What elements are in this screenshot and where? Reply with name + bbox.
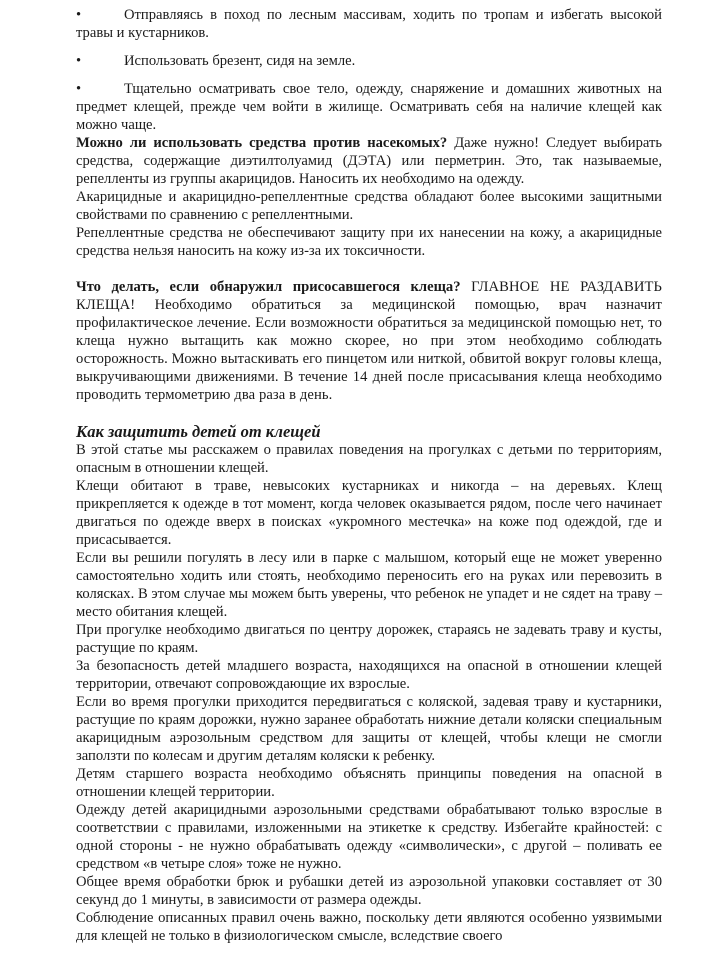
found-tick-answer: ГЛАВНОЕ НЕ РАЗДАВИТЬ КЛЕЩА! Необходимо обратиться за медицинской помощью, врач назначит профилактическое лечение. Если возможности обратиться за медицинской помощью нет, то клеща нужно вытащить как можно скорее, но при этом необходимо соблюдать осторожность. Можно вытаскивать его пинцетом или ниткой, обвитой вокруг головы клеща, выкручивающими движениями. В течение 14 дней после присасывания клеща необходимо проводить термометрию два раза в день. <box>76 279 662 403</box>
section-paragraph: Если во время прогулки приходится передвигаться с коляской, задевая траву и кустарники, растущие по краям дорожки, нужно заранее обработать нижние детали коляски специальным акарицидным аэрозольным средством для защиты от клещей, чтобы клещи не смогли заползти по колесам и другим деталям коляски к ребенку. <box>76 694 662 764</box>
found-tick-paragraph <box>76 278 662 404</box>
section-paragraph: Детям старшего возраста необходимо объяснять принципы поведения на опасной в отношении клещей территории. <box>76 766 662 800</box>
bullet-text: Тщательно осматривать свое тело, одежду, снаряжение и домашних животных на предмет клещей, прежде чем войти в жилище. Осматривать себя на наличие клещей как можно чаще. <box>76 81 662 133</box>
bullet-text: Использовать брезент, сидя на земле. <box>124 53 356 69</box>
repellent-paragraph-2: Акарицидные и акарицидно-репеллентные средства обладают более высокими защитными свойствами по сравнению с репеллентными. <box>76 189 662 223</box>
bullet-item <box>76 80 662 134</box>
bullet-text: Отправляясь в поход по лесным массивам, ходить по тропам и избегать высокой травы и кустарников. <box>76 7 662 41</box>
section-paragraph: Клещи обитают в траве, невысоких кустарниках и никогда – на деревьях. Клещ прикрепляется к одежде в тот момент, когда человек оказывается рядом, после чего начинает двигаться по одежде вверх в поисках «укромного местечка» на коже под одеждой, где и присасывается. <box>76 478 662 548</box>
found-tick-question: Что делать, если обнаружил присосавшегося клеща? <box>76 279 461 295</box>
section-paragraph: За безопасность детей младшего возраста, находящихся на опасной в отношении клещей территории, отвечают сопровождающие их взрослые. <box>76 658 662 692</box>
section-heading: Как защитить детей от клещей <box>76 422 321 441</box>
bullet-item <box>76 6 662 42</box>
bullet-icon: • <box>76 7 82 23</box>
bullet-item <box>76 52 662 70</box>
bullet-icon: • <box>76 53 82 69</box>
section-paragraph: Одежду детей акарицидными аэрозольными средствами обрабатывают только взрослые в соответствии с правилами, изложенными на этикетке к средству. Избегайте крайностей: с одной стороны - не нужно обрабатывать одежду «символически», с другой – поливать ее средством «в четыре слоя» тоже не нужно. <box>76 802 662 872</box>
section-paragraph: При прогулке необходимо двигаться по центру дорожек, стараясь не задевать траву и кусты, растущие по краям. <box>76 622 662 656</box>
section-paragraph: Соблюдение описанных правил очень важно, поскольку дети являются особенно уязвимыми для клещей не только в физиологическом смысле, вследствие своего <box>76 910 662 944</box>
section-paragraph: В этой статье мы расскажем о правилах поведения на прогулках с детьми по территориям, опасным в отношении клещей. <box>76 442 662 476</box>
section-paragraph: Если вы решили погулять в лесу или в парке с малышом, который еще не может уверенно самостоятельно ходить или стоять, необходимо переносить его на руках или перевозить в колясках. В этом случае мы можем быть уверены, что ребенок не упадет и не сядет на траву – место обитания клещей. <box>76 550 662 620</box>
section-paragraph: Общее время обработки брюк и рубашки детей из аэрозольной упаковки составляет от 30 секунд до 1 минуты, в зависимости от размера одежды. <box>76 874 662 908</box>
document-page <box>76 6 662 945</box>
repellent-question: Можно ли использовать средства против насекомых? <box>76 135 448 151</box>
bullet-icon: • <box>76 81 82 97</box>
repellent-paragraph-3: Репеллентные средства не обеспечивают защиту при их нанесении на кожу, а акарицидные средства нельзя наносить на кожу из-за их токсичности. <box>76 225 662 259</box>
repellent-paragraph <box>76 134 662 188</box>
repellent-answer: Даже нужно! Следует выбирать средства, содержащие диэтилтолуамид (ДЭТА) или перметрин. Это, так называемые, репелленты из группы акарицидов. Наносить их необходимо на одежду. <box>76 135 663 187</box>
